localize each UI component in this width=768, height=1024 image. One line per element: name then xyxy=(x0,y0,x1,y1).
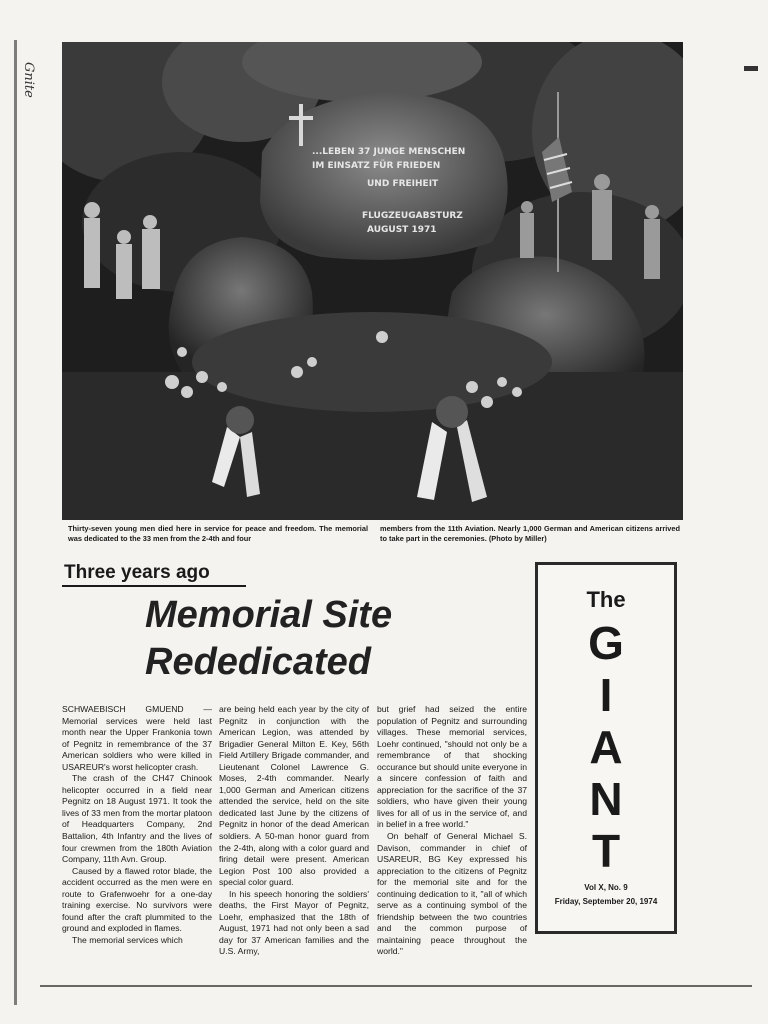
stone-inscription-line-5: AUGUST 1971 xyxy=(367,225,437,235)
masthead-letter: A xyxy=(589,721,623,773)
masthead-date: Friday, September 20, 1974 xyxy=(554,897,658,906)
masthead-letter: T xyxy=(591,825,621,877)
scan-tick-mark xyxy=(744,66,758,71)
article-paragraph: Caused by a flawed rotor blade, the accident occurred as the men were en route to Grafenwoehr for a one-day training exercise. No survivors were found after the craft plummited to the ground and exploded in flames. xyxy=(62,865,212,934)
article-paragraph: but grief had seized the entire population of Pegnitz and surrounding villages. These memorial services, Loehr continued, "should not only be a remembrance of that shocking occurance but should unite everyone in a sincere confession of faith and appreciation for the sacrifice of the 37 soldiers, who have given their young lives for all of us in the service of, and in belief in a free world." xyxy=(377,704,527,830)
page-bottom-line xyxy=(40,985,752,987)
photo-caption-left: Thirty-seven young men died here in service for peace and freedom. The memorial was dedicated to the 33 men from the 2-4th and four xyxy=(68,524,368,543)
article-column-1 xyxy=(62,704,212,945)
article-paragraph: The crash of the CH47 Chinook helicopter occurred in a field near Pegnitz on 18 August 1971. It took the lives of 33 men from the mortar platoon of Headquarters Company, 2nd Battalion, 4th Infantry and the lives of four crewmen from the 180th Aviation Company, 11th Avn. Group. xyxy=(62,773,212,865)
masthead-letter: N xyxy=(589,773,623,825)
stone-inscription-line-2: IM EINSATZ FÜR FRIEDEN xyxy=(312,161,441,171)
article-column-3 xyxy=(377,704,527,957)
masthead-box xyxy=(535,562,677,934)
kicker-heading: Three years ago xyxy=(62,562,246,587)
article-paragraph: SCHWAEBISCH GMUEND — Memorial services were held last month near the Upper Frankonia town of Pegnitz in remembrance of the 37 American soldiers who were killed in USAREUR's worst helicopter crash. xyxy=(62,704,212,772)
memorial-photo xyxy=(62,42,683,520)
article-paragraph: On behalf of General Michael S. Davison, commander in chief of USAREUR, BG Key expressed his appreciation to the citizens of Pegnitz for the memorial site and for the continuing dedication to it, "all of which serve as a continuing symbol of the friendship between the two countries and the common purpose of maintaining peace throughout the world." xyxy=(377,831,527,957)
handwritten-margin-note: Gnite xyxy=(21,62,36,98)
photo-caption-right: members from the 11th Aviation. Nearly 1,000 German and American citizens arrived to take part in the ceremonies. (Photo by Miller) xyxy=(380,524,680,543)
page-edge-line xyxy=(14,40,17,1005)
memorial-photo-illustration xyxy=(62,42,683,520)
masthead-title xyxy=(538,617,674,877)
article-paragraph: are being held each year by the city of Pegnitz in conjunction with the American Legion, was attended by Brigadier General Milton E. Key, 56th Field Artillery Brigade commander, and Lieutenant Colonel Lawrence G. Moses, 2-4th commander. Nearly 1,000 German and American citizens attended the service, held on the site dedicated last June by the citizens of Pegnitz in honor of the dead American soldiers. A 50-man honor guard from the 2-4th, along with a color guard and firing detail were present. American Legion Post 100 also provided a special color guard. xyxy=(219,704,369,888)
page-headline: Memorial Site Rededicated xyxy=(145,594,393,683)
article-column-2 xyxy=(219,704,369,957)
stone-inscription-line-1: ...LEBEN 37 JUNGE MENSCHEN xyxy=(312,147,466,157)
article-paragraph: In his speech honoring the soldiers' deaths, the First Mayor of Pegnitz, Loehr, emphasized that the 18th of August, 1971 had not only been a sad day for 37 American families and the U.S. Army, xyxy=(219,888,369,957)
masthead-letter: I xyxy=(599,669,613,721)
stone-inscription-line-4: FLUGZEUGABSTURZ xyxy=(362,211,463,221)
masthead-the: The xyxy=(586,587,626,612)
stone-inscription-line-3: UND FREIHEIT xyxy=(367,179,439,189)
masthead-volume: Vol X, No. 9 xyxy=(584,883,628,892)
masthead-letter: G xyxy=(588,617,624,669)
article-paragraph: The memorial services which xyxy=(72,934,183,945)
